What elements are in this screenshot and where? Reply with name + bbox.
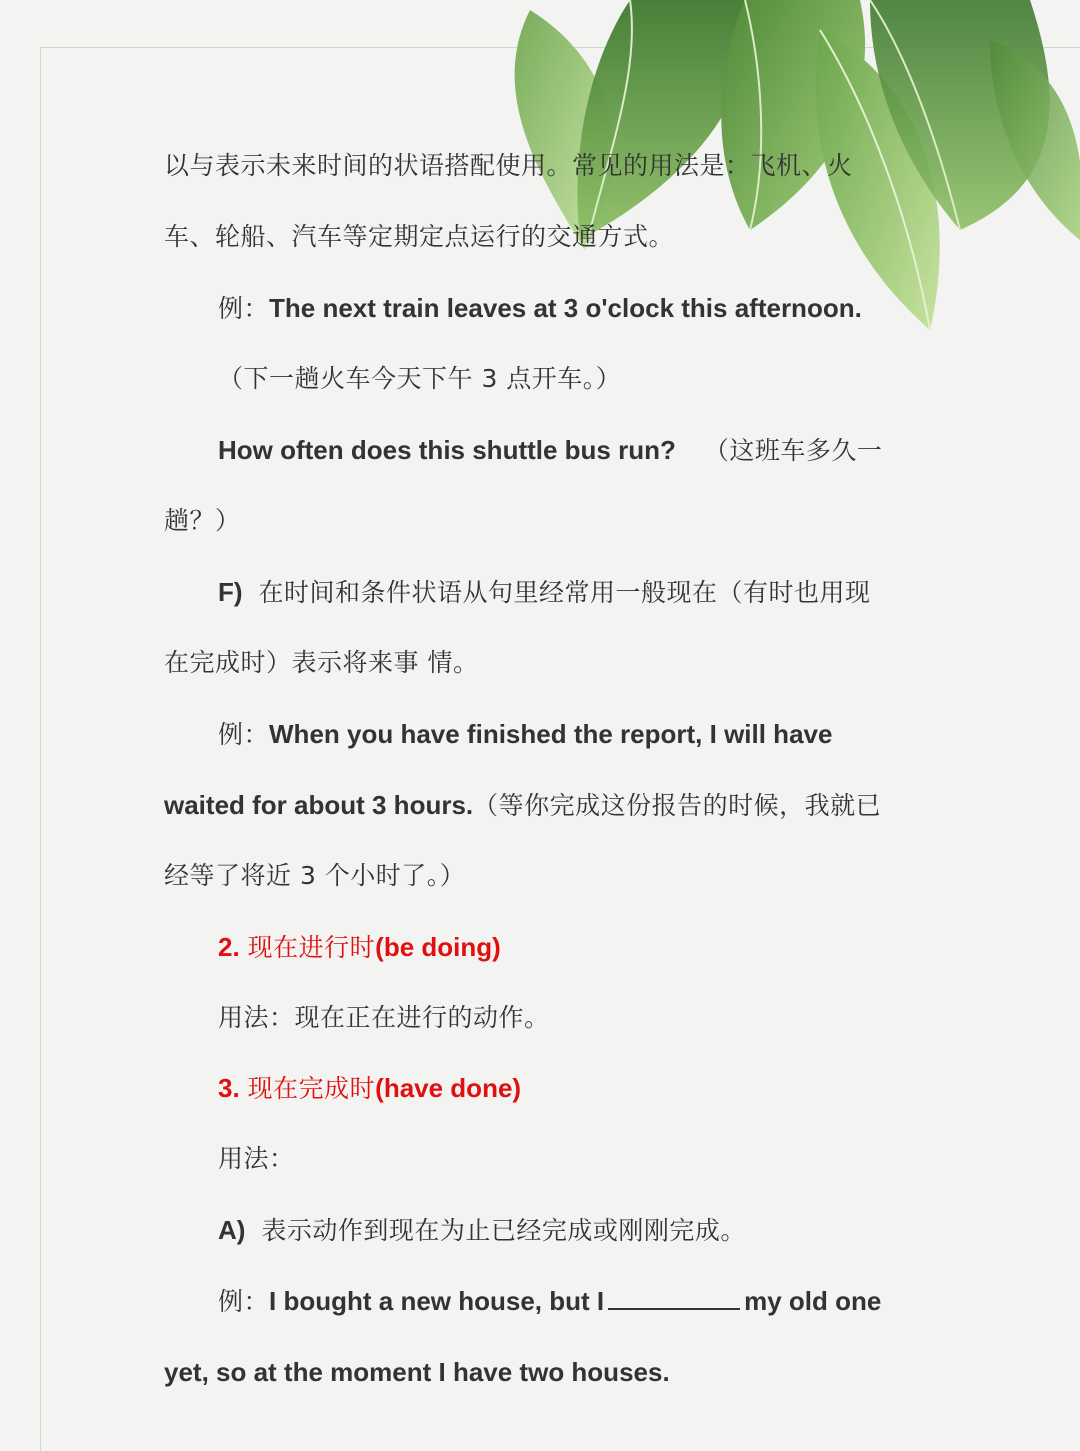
example-english: my old one [744, 1286, 882, 1316]
heading-title: 现在进行时 [247, 933, 376, 962]
example-english: waited for about 3 hours. [164, 790, 474, 820]
example-english: yet, so at the moment I have two houses. [164, 1357, 670, 1387]
translation-line: （下一趟火车今天下午 3 点开车。） [218, 364, 622, 393]
heading-number: 3. [218, 1073, 240, 1103]
example-line [218, 1283, 881, 1320]
example-line [218, 290, 862, 327]
example-english: When you have finished the report, I will have [269, 719, 833, 749]
section-heading-present-continuous [218, 929, 501, 966]
rule-text: 表示动作到现在为止已经完成或刚刚完成。 [261, 1216, 746, 1245]
example-line [218, 432, 882, 469]
paragraph-line: 趟？） [164, 506, 241, 535]
translation-text: （这班车多久一 [703, 436, 883, 465]
rule-marker: A) [218, 1215, 246, 1245]
example-line [164, 787, 881, 824]
example-english: The next train leaves at 3 o'clock this afternoon. [269, 293, 862, 323]
fill-in-blank [608, 1286, 740, 1310]
paragraph-line: 以与表示未来时间的状语搭配使用。常见的用法是：飞机、火 [164, 151, 853, 180]
paragraph-line: 在完成时）表示将来事 情。 [164, 648, 479, 677]
example-line [164, 1354, 670, 1391]
heading-english: (be doing) [375, 932, 501, 962]
section-heading-present-perfect [218, 1070, 521, 1107]
example-line [218, 716, 832, 753]
translation-line: 经等了将近 3 个小时了。） [164, 861, 466, 890]
example-prefix: 例： [218, 294, 270, 323]
usage-line: 用法： [218, 1144, 295, 1173]
example-english: How often does this shuttle bus run? [218, 435, 676, 465]
translation-text: （等你完成这份报告的时候，我就已 [473, 791, 882, 820]
paragraph-line: 车、轮船、汽车等定期定点运行的交通方式。 [164, 222, 675, 251]
rule-marker: F) [218, 577, 243, 607]
rule-line [218, 574, 871, 611]
heading-english: (have done) [375, 1073, 522, 1103]
example-prefix: 例： [218, 1287, 270, 1316]
heading-title: 现在完成时 [247, 1074, 376, 1103]
usage-line: 用法：现在正在进行的动作。 [218, 1003, 550, 1032]
example-prefix: 例： [218, 720, 270, 749]
example-english: I bought a new house, but I [269, 1286, 605, 1316]
rule-line [218, 1212, 746, 1249]
heading-number: 2. [218, 932, 240, 962]
rule-text: 在时间和条件状语从句里经常用一般现在（有时也用现 [258, 578, 871, 607]
